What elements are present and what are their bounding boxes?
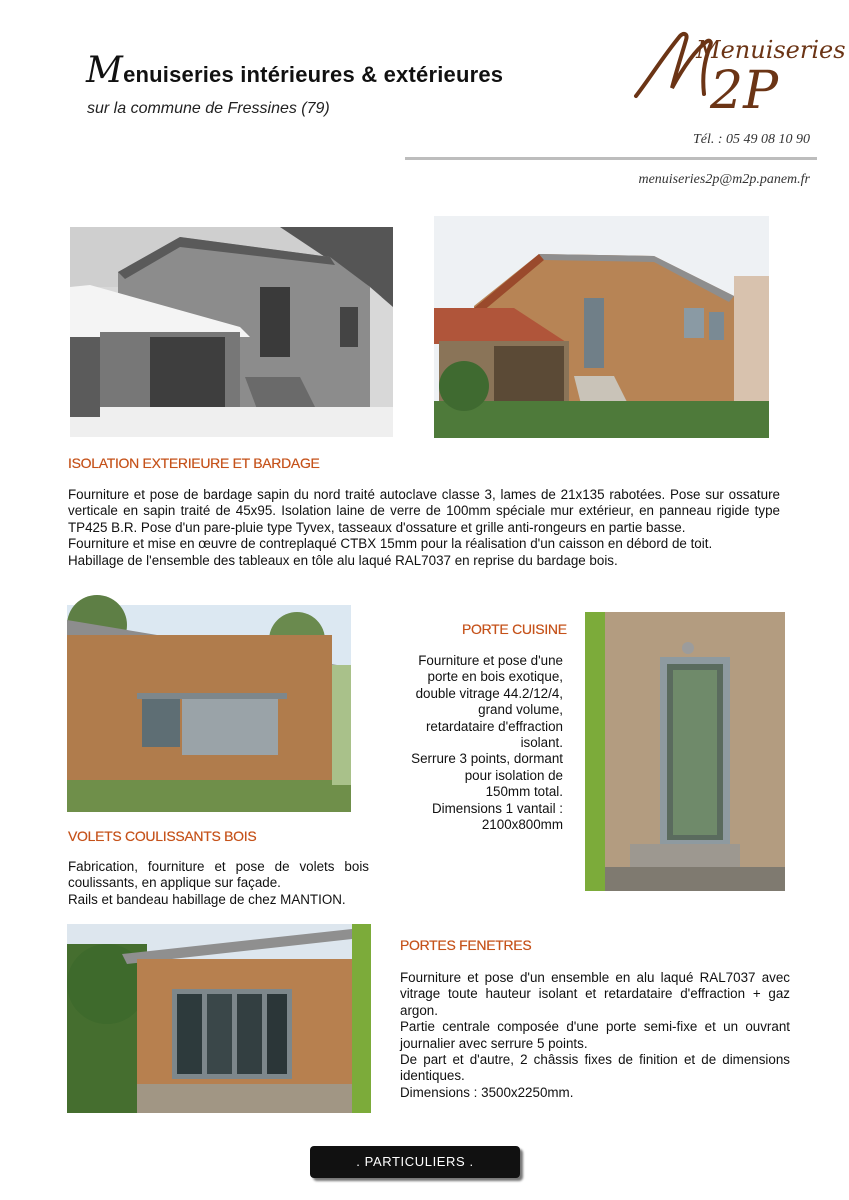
phone-number: Tél. : 05 49 08 10 90 — [692, 132, 810, 147]
porte-cuisine-line: porte en bois exotique, — [427, 669, 563, 685]
volets-line: Fabrication, fourniture et pose de volets bois coulissants, en applique sur façade. — [68, 859, 369, 891]
email-address: menuiseries2p@m2p.panem.fr — [638, 172, 810, 187]
heading-isolation: ISOLATION EXTERIEURE ET BARDAGE — [68, 455, 320, 471]
porte-cuisine-line: Serrure 3 points, dormant — [411, 751, 563, 767]
porte-cuisine-line: retardataire d'effraction — [425, 718, 563, 734]
portes-fenetres-line: Dimensions : 3500x2250mm. — [400, 1084, 574, 1100]
title-rest: enuiseries intérieures & extérieures — [123, 62, 504, 87]
porte-cuisine-line: pour isolation de — [464, 767, 563, 783]
heading-volets: VOLETS COULISSANTS BOIS — [68, 828, 257, 844]
isolation-line: Habillage de l'ensemble des tableaux en tôle alu laqué RAL7037 en reprise du bardage bois. — [68, 552, 618, 568]
porte-cuisine-line: Dimensions 1 vantail : — [432, 800, 563, 816]
photo-house-before — [70, 227, 393, 437]
page-subtitle: sur la commune de Fressines (79) — [87, 100, 330, 117]
volets-text — [68, 859, 369, 908]
logo-mark: 2P — [710, 61, 779, 121]
porte-cuisine-line: grand volume, — [478, 702, 563, 718]
portes-fenetres-text — [400, 970, 790, 1101]
title-initial: M — [86, 50, 124, 91]
heading-portes-fenetres: PORTES FENETRES — [400, 937, 532, 953]
photo-porte-cuisine — [585, 612, 785, 891]
isolation-line: Fourniture et mise en œuvre de contreplaqué CTBX 15mm pour la réalisation d'un caisson en débord de toit. — [68, 536, 713, 552]
company-logo — [632, 28, 846, 128]
porte-cuisine-line: 150mm total. — [485, 784, 563, 800]
porte-cuisine-line: Fourniture et pose d'une — [418, 653, 563, 668]
volets-line: Rails et bandeau habillage de chez MANTION. — [68, 891, 346, 907]
photo-portes-fenetres — [67, 924, 371, 1113]
heading-porte-cuisine: PORTE CUISINE — [462, 621, 567, 637]
footer-category-badge: . PARTICULIERS . — [310, 1146, 520, 1178]
portes-fenetres-line: Partie centrale composée d'une porte semi-fixe et un ouvrant journalier avec serrure 5 points. — [400, 1019, 790, 1051]
porte-cuisine-line: 2100x800mm — [481, 817, 563, 833]
header-divider — [405, 157, 817, 160]
portes-fenetres-line: De part et d'autre, 2 châssis fixes de finition et de dimensions identiques. — [400, 1052, 790, 1084]
porte-cuisine-line: isolant. — [520, 735, 563, 751]
photo-house-after — [434, 216, 769, 438]
isolation-line: Fourniture et pose de bardage sapin du nord traité autoclave classe 3, lames de 21x135 rabotées. Pose sur ossature verticale en sapin traité de 45x95. Isolation laine de verre de 100mm spéciale mur extérieur, en panneau rigide type TP425 B.R. Pose d'un pare-pluie type Tyvex, tasseaux d'ossature et grille anti-rongeurs en partie basse. — [68, 487, 780, 535]
isolation-text — [68, 487, 780, 569]
logo-word: Menuiseries — [696, 36, 846, 64]
porte-cuisine-line: double vitrage 44.2/12/4, — [415, 685, 563, 701]
page-title — [86, 50, 503, 91]
porte-cuisine-text — [380, 653, 563, 833]
photo-volets — [67, 605, 351, 812]
portes-fenetres-line: Fourniture et pose d'un ensemble en alu laqué RAL7037 avec vitrage toute hauteur isolant et retardataire d'effraction + gaz argon. — [400, 970, 790, 1018]
